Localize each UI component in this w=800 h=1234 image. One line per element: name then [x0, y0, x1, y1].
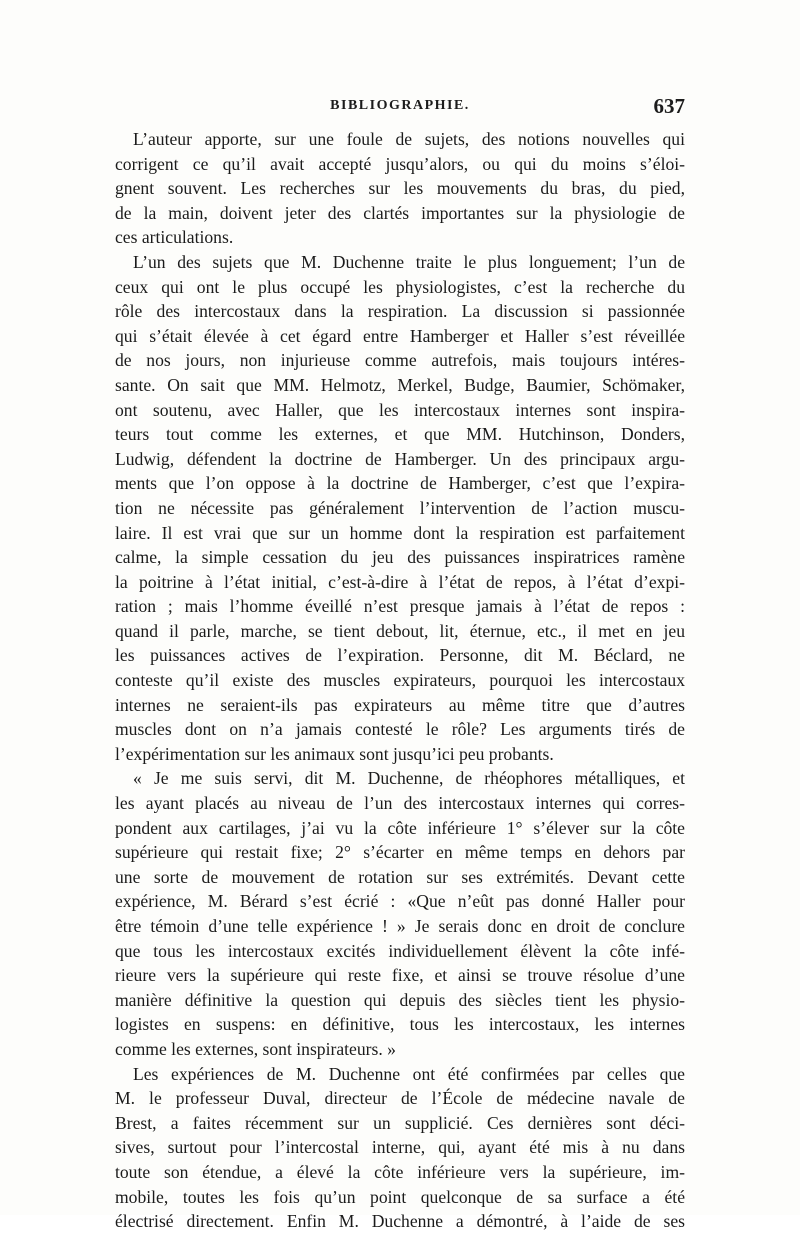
text-line: rieure vers la supérieure qui reste fixe, et ainsi se trouve résolue d’une — [115, 965, 685, 986]
text-line: pondent aux cartilages, j’ai vu la côte inférieure 1° s’élever sur la côte — [115, 817, 685, 838]
running-title: BIBLIOGRAPHIE. — [330, 98, 470, 113]
text-line: calme, la simple cessation du jeu des puissances inspiratrices ramène — [115, 547, 685, 568]
paragraph — [115, 127, 685, 250]
text-line: une sorte de mouvement de rotation sur ses extrémités. Devant cette — [115, 866, 685, 887]
text-line: être témoin d’une telle expérience ! » Je serais donc en droit de conclure — [115, 916, 685, 936]
paragraph — [115, 250, 685, 766]
text-line: électrisé directement. Enfin M. Duchenne a démontré, à l’aide de ses — [115, 1211, 685, 1232]
text-line: ration ; mais l’homme éveillé n’est presque jamais à l’état de repos : — [115, 596, 685, 617]
text-line: comme les externes, sont inspirateurs. » — [115, 1038, 396, 1059]
text-line: L’un des sujets que M. Duchenne traite le plus longuement; l’un de — [133, 251, 685, 272]
text-line: ceux qui ont le plus occupé les physiologistes, c’est la recherche du — [115, 276, 685, 297]
text-line: l’expérimentation sur les animaux sont jusqu’ici peu probants. — [115, 743, 554, 764]
text-line: internes ne seraient-ils pas expirateurs au même titre que d’autres — [115, 694, 685, 715]
text-line: de nos jours, non injurieuse comme autrefois, mais toujours intéres- — [115, 350, 685, 371]
text-line: « Je me suis servi, dit M. Duchenne, de rhéophores métalliques, et — [133, 768, 685, 789]
text-line: laire. Il est vrai que sur un homme dont la respiration est parfaitement — [115, 522, 685, 543]
paragraph — [115, 766, 685, 1061]
text-line: mobile, toutes les fois qu’un point quelconque de sa surface a été — [115, 1186, 685, 1207]
text-line: que tous les intercostaux excités individuellement élèvent la côte infé- — [115, 940, 685, 961]
text-line: logistes en suspens: en définitive, tous les intercostaux, les internes — [115, 1014, 685, 1035]
text-line: tion ne nécessite pas généralement l’intervention de l’action muscu- — [115, 497, 685, 518]
text-line: manière définitive la question qui depuis des siècles tient les physio- — [115, 989, 685, 1010]
text-line: conteste qu’il existe des muscles expirateurs, pourquoi les intercostaux — [115, 670, 685, 691]
text-line: expérience, M. Bérard s’est écrié : «Que n’eût pas donné Haller pour — [115, 891, 685, 912]
text-line: sives, surtout pour l’intercostal interne, qui, ayant été mis à nu dans — [115, 1137, 685, 1158]
text-line: qui s’était élevée à cet égard entre Hamberger et Haller s’est réveillée — [115, 325, 685, 346]
body-text — [115, 127, 685, 1234]
text-line: M. le professeur Duval, directeur de l’École de médecine navale de — [115, 1088, 685, 1109]
text-line: Brest, a faites récemment sur un supplicié. Ces dernières sont déci- — [115, 1112, 685, 1133]
text-line: ont soutenu, avec Haller, que les intercostaux internes sont inspira- — [115, 399, 685, 420]
text-line: ments que l’on oppose à la doctrine de Hamberger, c’est que l’expira- — [115, 473, 685, 494]
text-line: rôle des intercostaux dans la respiration. La discussion si passionnée — [115, 301, 685, 322]
text-line: ces articulations. — [115, 227, 234, 248]
text-line: gnent souvent. Les recherches sur les mouvements du bras, du pied, — [115, 178, 685, 199]
text-line: de la main, doivent jeter des clartés importantes sur la physiologie de — [115, 202, 685, 223]
text-line: toute son étendue, a élevé la côte inférieure vers la supérieure, im- — [115, 1161, 685, 1182]
paragraph — [115, 1062, 685, 1234]
text-line: Ludwig, défendent la doctrine de Hamberger. Un des principaux argu- — [115, 448, 685, 469]
text-line: sante. On sait que MM. Helmotz, Merkel, Budge, Baumier, Schömaker, — [115, 374, 685, 395]
text-line: les puissances actives de l’expiration. Personne, dit M. Béclard, ne — [115, 645, 685, 666]
text-line: teurs tout comme les externes, et que MM. Hutchinson, Donders, — [115, 424, 685, 445]
page-number: 637 — [653, 94, 685, 118]
text-line: quand il parle, marche, se tient debout, lit, éternue, etc., il met en jeu — [115, 620, 685, 641]
text-line: les ayant placés au niveau de l’un des intercostaux internes qui corres- — [115, 793, 685, 814]
text-line: muscles dont on n’a jamais contesté le rôle? Les arguments tirés de — [115, 719, 685, 740]
running-head — [115, 94, 685, 120]
text-line: supérieure qui restait fixe; 2° s’écarter en même temps en dehors par — [115, 842, 685, 863]
text-line: Les expériences de M. Duchenne ont été confirmées par celles que — [133, 1063, 685, 1084]
text-line: la poitrine à l’état initial, c’est-à-dire à l’état de repos, à l’état d’expi- — [115, 571, 685, 592]
text-line: L’auteur apporte, sur une foule de sujets, des notions nouvelles qui — [133, 129, 685, 149]
text-line: corrigent ce qu’il avait accepté jusqu’alors, ou qui du moins s’éloi- — [115, 153, 685, 174]
